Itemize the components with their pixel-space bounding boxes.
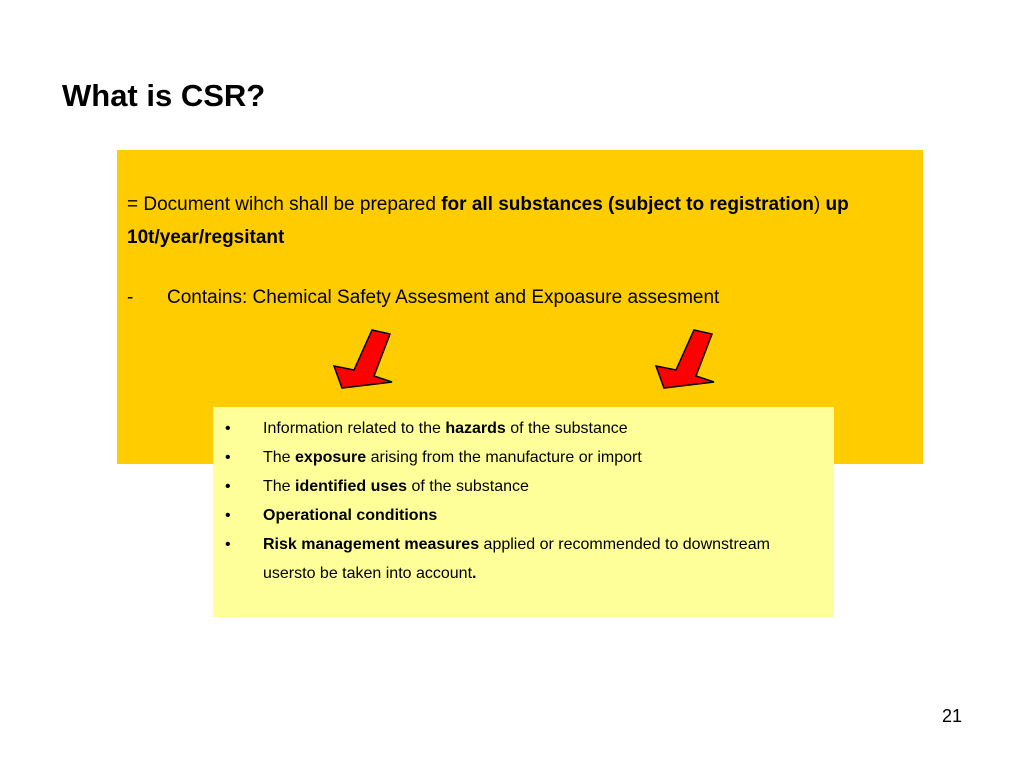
definition-prefix: = Document wihch shall be prepared [127, 194, 442, 215]
contains-line [127, 287, 719, 309]
csr-contents-list [225, 414, 815, 588]
slide-title: What is CSR? [62, 78, 266, 113]
definition-bold-substances: for all substances (subject to registration [441, 194, 814, 215]
list-item: • The exposure arising from the manufacture or import [225, 443, 815, 472]
definition-mid: ) [813, 194, 826, 215]
contains-text: Contains: Chemical Safety Assesment and Expoasure assesment [167, 287, 720, 308]
list-item: • Risk management measures applied or recommended to downstream usersto be taken into account. [225, 530, 815, 588]
contains-dash: - [127, 287, 134, 308]
page-number: 21 [941, 706, 962, 726]
list-item: • Information related to the hazards of the substance [225, 414, 815, 443]
definition-bold-threshold: up 10t/year/regsitant [127, 194, 849, 248]
list-item: • The identified uses of the substance [225, 472, 815, 501]
arrow-down-left-icon [326, 326, 398, 392]
list-item: • Operational conditions [225, 501, 815, 530]
arrow-down-left-icon [648, 326, 720, 392]
csr-definition [127, 188, 887, 254]
